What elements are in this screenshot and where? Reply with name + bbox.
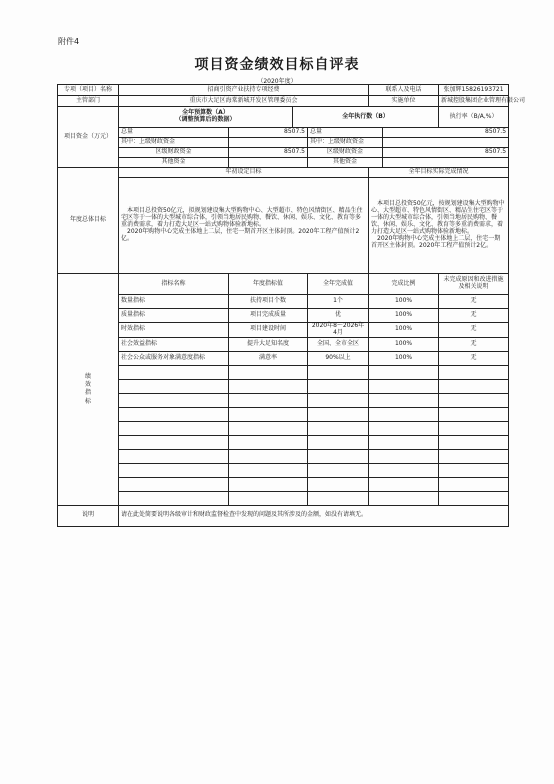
indicator-note: 无 (439, 309, 509, 323)
budget-header (119, 107, 293, 128)
exec-header: 全年执行数（B） (293, 107, 439, 128)
indicator-name: 社会效益指标 (119, 337, 229, 351)
funds-row-label: 总量 (119, 128, 229, 138)
indicator-row (58, 337, 509, 351)
funds-header-row (58, 107, 509, 128)
indicator-target (229, 491, 308, 505)
funds-row-a (229, 158, 308, 168)
indicator-note (439, 421, 509, 435)
remark-row (58, 505, 509, 526)
remark-text: 请在此处简要说明各级审计和财政监督检查中发现的问题及其所涉及的金额，如没有请填无。 (119, 505, 509, 526)
contact-label: 联系人及电话 (369, 85, 439, 96)
funds-row-b (383, 158, 509, 168)
indicator-note (439, 477, 509, 491)
remark-label: 说明 (58, 505, 119, 526)
indicator-name: 时效指标 (119, 323, 229, 338)
indicator-actual: 90%以上 (308, 351, 369, 365)
planned-header: 年初设定目标 (119, 168, 369, 178)
funds-row-label: 其他资金 (119, 158, 229, 168)
indicator-note (439, 449, 509, 463)
indicator-ratio: 100% (369, 337, 439, 351)
indicator-actual (308, 407, 369, 421)
funds-row (58, 148, 509, 158)
indicator-target: 提升大足知名度 (229, 337, 308, 351)
dept-row (58, 96, 509, 107)
rate-header: 执行率（B/A,%） (439, 107, 509, 128)
indicator-ratio: 100% (369, 323, 439, 338)
funds-row-b (383, 138, 509, 148)
indicator-header-actual: 全年完成值 (308, 274, 369, 295)
funds-label: 项目资金（万元） (58, 107, 119, 168)
indicator-row (58, 407, 509, 421)
indicator-name (119, 449, 229, 463)
indicator-note (439, 463, 509, 477)
indicator-header-row (58, 274, 509, 295)
project-row (58, 85, 509, 96)
indicator-actual (308, 421, 369, 435)
funds-row-a: 8507.5 (229, 148, 308, 158)
actual-text: 本项目总投资50亿元，按规划建设集大型购物中心、大型超市、特色风情街区、精品生住宅区等于一体的大型城市综合体，引领当地居民购物、餐饮、休闲、娱乐、文化、教育等多重消费需求，着力打造大足区一站式购物体验新地标。 (371, 200, 505, 235)
indicator-name (119, 393, 229, 407)
indicator-actual (308, 477, 369, 491)
indicator-header-name: 指标名称 (119, 274, 229, 295)
funds-row-b: 8507.5 (383, 148, 509, 158)
indicator-header-ratio: 完成比例 (369, 274, 439, 295)
overall-text-row (58, 178, 509, 274)
indicator-row (58, 295, 509, 309)
indicator-actual: 全国、全市全区 (308, 337, 369, 351)
indicator-row (58, 463, 509, 477)
planned-text-cell (119, 178, 369, 274)
funds-row-b-label: 其中：上级财政资金 (308, 138, 383, 148)
indicator-note: 无 (439, 295, 509, 309)
indicator-row (58, 477, 509, 491)
indicator-target: 项目完成质量 (229, 309, 308, 323)
budget-header-text: 全年预算数（A） (182, 109, 229, 117)
indicator-name (119, 365, 229, 379)
indicator-name (119, 379, 229, 393)
planned-text-2: 2020年购物中心完成主体地上二层，住宅一期首开区主体封顶。2020年工程产值预计2亿。 (121, 227, 360, 242)
evaluation-table (57, 84, 526, 527)
indicator-header-note: 未完成原因和改进措施及相关说明 (439, 274, 509, 295)
indicator-row (58, 393, 509, 407)
budget-header-sub: （调整预算后的数据） (175, 116, 236, 123)
indicator-target (229, 477, 308, 491)
indicator-row (58, 421, 509, 435)
dept-value: 重庆市大足区海棠新城开发区管理委员会 (119, 96, 369, 107)
indicator-ratio (369, 407, 439, 421)
indicator-note: 无 (439, 323, 509, 338)
actual-header: 全年目标实际完成情况 (369, 168, 509, 178)
indicator-ratio (369, 365, 439, 379)
indicator-row (58, 379, 509, 393)
funds-row-a (229, 138, 308, 148)
indicator-name: 社会公众或服务对象满意度指标 (119, 351, 229, 365)
indicator-note: 无 (439, 351, 509, 365)
report-year: （2020年度） (257, 78, 297, 85)
indicator-actual (308, 435, 369, 449)
indicator-ratio: 100% (369, 295, 439, 309)
page-title: 项目资金绩效目标自评表 (194, 57, 360, 73)
funds-row-b: 8507.5 (383, 128, 509, 138)
actual-text-2: 2020年购物中心完成主体地上二层，住宅一期首开区主体封顶。2020年工程产值预计2亿。 (371, 234, 501, 249)
indicator-target (229, 463, 308, 477)
funds-row-b-label: 总量 (308, 128, 383, 138)
indicator-actual: 1个 (308, 295, 369, 309)
funds-row (58, 138, 509, 148)
indicator-name (119, 477, 229, 491)
indicator-row (58, 309, 509, 323)
funds-row (58, 128, 509, 138)
indicator-target: 项目建设时间 (229, 323, 308, 338)
indicator-note (439, 393, 509, 407)
indicator-target (229, 393, 308, 407)
indicator-target (229, 449, 308, 463)
indicator-name (119, 491, 229, 505)
indicator-ratio (369, 421, 439, 435)
overall-header-row (58, 168, 509, 178)
indicator-name (119, 407, 229, 421)
indicator-name: 数量指标 (119, 295, 229, 309)
indicator-actual (308, 379, 369, 393)
project-name-label: 专项（项目）名称 (58, 85, 119, 96)
indicator-note (439, 435, 509, 449)
indicator-target (229, 407, 308, 421)
unit-value: 新城控股集团企业管理有限公司 (439, 96, 509, 107)
actual-text-cell (369, 178, 509, 274)
indicator-actual (308, 449, 369, 463)
indicator-name (119, 421, 229, 435)
indicator-target (229, 435, 308, 449)
attachment-label: 附件4 (58, 37, 80, 46)
unit-label: 实施单位 (369, 96, 439, 107)
overall-label: 年度总体目标 (58, 168, 119, 274)
indicator-actual (308, 491, 369, 505)
indicator-target: 满意率 (229, 351, 308, 365)
indicator-row (58, 435, 509, 449)
indicator-actual (308, 393, 369, 407)
funds-row-b-label: 其他资金 (308, 158, 383, 168)
dept-label: 主管部门 (58, 96, 119, 107)
project-name-value: 招商引资产业扶持专项经费 (119, 85, 369, 96)
contact-value: 张加辉15826193721 (439, 85, 509, 96)
indicator-note (439, 379, 509, 393)
funds-row-a: 8507.5 (229, 128, 308, 138)
indicator-header-target: 年度指标值 (229, 274, 308, 295)
indicator-target (229, 365, 308, 379)
indicator-note (439, 407, 509, 421)
indicator-row (58, 323, 509, 338)
indicator-ratio (369, 463, 439, 477)
indicator-actual: 优 (308, 309, 369, 323)
indicator-ratio: 100% (369, 309, 439, 323)
indicator-row (58, 365, 509, 379)
indicator-name (119, 435, 229, 449)
indicator-ratio (369, 491, 439, 505)
indicator-name (119, 463, 229, 477)
funds-row-b-label: 区级财政资金 (308, 148, 383, 158)
planned-text: 本项目总投资50亿元，拟规划建设集大型购物中心、大型超市、特色风情街区、精品生住宅区等于一体的大型城市综合体，引领当地居民购物、餐饮、休闲、娱乐、文化、教育等多重消费需求，着力打造大足区一站式购物体验新地标。 (121, 207, 363, 229)
indicators-label-text: 绩效指标 (84, 372, 91, 405)
indicator-actual: 2020年8～2026年4月 (308, 323, 369, 338)
indicator-ratio (369, 435, 439, 449)
funds-row (58, 158, 509, 168)
indicator-actual (308, 365, 369, 379)
indicator-note: 无 (439, 337, 509, 351)
indicator-ratio (369, 393, 439, 407)
indicator-row (58, 351, 509, 365)
indicator-actual (308, 463, 369, 477)
indicator-name: 质量指标 (119, 309, 229, 323)
indicator-target: 扶持项目个数 (229, 295, 308, 309)
indicator-row (58, 491, 509, 505)
indicator-note (439, 491, 509, 505)
indicator-note (439, 365, 509, 379)
indicator-ratio (369, 449, 439, 463)
indicator-target (229, 379, 308, 393)
indicator-ratio (369, 477, 439, 491)
funds-row-label: 其中：上级财政资金 (119, 138, 229, 148)
indicator-row (58, 449, 509, 463)
indicator-ratio (369, 379, 439, 393)
indicator-ratio: 100% (369, 351, 439, 365)
indicators-label (58, 274, 119, 506)
funds-row-label: 区级财政资金 (119, 148, 229, 158)
indicator-target (229, 421, 308, 435)
